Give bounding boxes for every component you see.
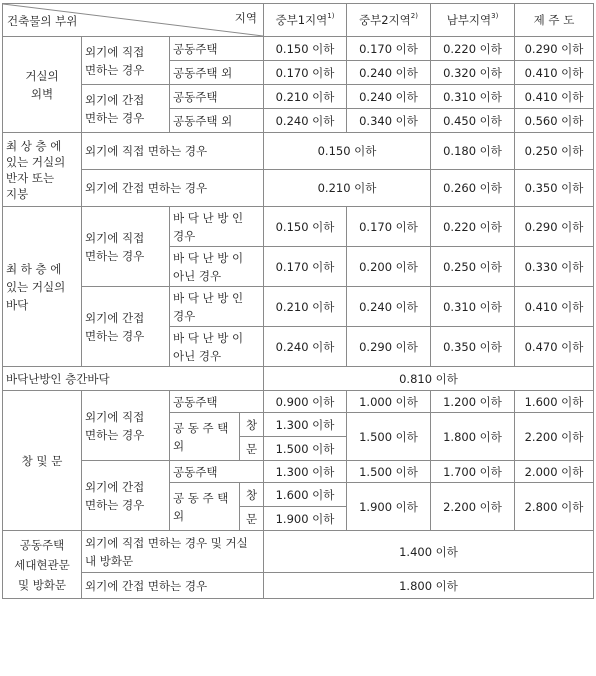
value-cell: 0.900 이하	[264, 391, 347, 413]
value-cell: 0.180 이하	[431, 133, 515, 170]
value-cell: 0.410 이하	[515, 61, 594, 85]
entrance-direct-label: 외기에 직접 면하는 경우 및 거실 내 방화문	[82, 531, 264, 573]
value-cell: 0.240 이하	[264, 327, 347, 367]
value-cell: 1.500 이하	[264, 437, 347, 461]
value-cell: 0.260 이하	[431, 170, 515, 207]
value-cell: 1.800 이하	[264, 573, 594, 599]
value-cell: 0.560 이하	[515, 109, 594, 133]
window-non-apt-label: 공 동 주 택 외	[170, 413, 240, 461]
entrance-label-line2: 세대현관문	[14, 557, 70, 572]
wall-label: 거실의 외벽	[3, 37, 82, 133]
window-non-apt-label: 공 동 주 택 외	[170, 483, 240, 531]
wall-direct-label: 외기에 직접 면하는 경우	[82, 37, 170, 85]
value-cell: 1.400 이하	[264, 531, 594, 573]
value-cell: 1.700 이하	[431, 461, 515, 483]
value-cell: 0.250 이하	[431, 247, 515, 287]
value-cell: 0.340 이하	[347, 109, 431, 133]
floor-not-heated-label: 바 닥 난 방 이 아닌 경우	[170, 327, 264, 367]
value-cell: 0.250 이하	[515, 133, 594, 170]
floor-direct-label: 외기에 직접 면하는 경우	[82, 207, 170, 287]
value-cell: 0.220 이하	[431, 207, 515, 247]
value-cell: 0.290 이하	[515, 37, 594, 61]
roof-label: 최 상 층 에 있는 거실의 반자 또는 지붕	[3, 133, 82, 207]
value-cell: 0.410 이하	[515, 287, 594, 327]
value-cell: 1.200 이하	[431, 391, 515, 413]
value-cell: 0.220 이하	[431, 37, 515, 61]
value-cell: 0.170 이하	[264, 61, 347, 85]
window-direct-label: 외기에 직접 면하는 경우	[82, 391, 170, 461]
window-char: 창	[240, 483, 264, 507]
value-cell: 0.210 이하	[264, 170, 431, 207]
header-zone1: 중부1지역$^{1)}$	[264, 4, 347, 37]
table-row	[3, 170, 594, 207]
wall-apt-label: 공동주택	[170, 85, 264, 109]
value-cell: 0.150 이하	[264, 37, 347, 61]
value-cell: 0.330 이하	[515, 247, 594, 287]
value-cell: 0.350 이하	[431, 327, 515, 367]
table-row	[3, 133, 594, 170]
entrance-label	[3, 531, 82, 599]
value-cell: 1.500 이하	[347, 461, 431, 483]
value-cell: 0.210 이하	[264, 287, 347, 327]
value-cell: 1.600 이하	[515, 391, 594, 413]
roof-indirect-label: 외기에 간접 면하는 경우	[82, 170, 264, 207]
value-cell: 0.150 이하	[264, 207, 347, 247]
table-row	[3, 207, 594, 247]
value-cell: 0.170 이하	[347, 37, 431, 61]
value-cell: 1.900 이하	[347, 483, 431, 531]
value-cell: 0.310 이하	[431, 287, 515, 327]
wall-non-apt-label: 공동주택 외	[170, 61, 264, 85]
header-jeju: 제 주 도	[515, 4, 594, 37]
value-cell: 1.900 이하	[264, 507, 347, 531]
table-row	[3, 461, 594, 483]
value-cell: 0.470 이하	[515, 327, 594, 367]
thermal-transmittance-table	[2, 3, 594, 599]
value-cell: 1.800 이하	[431, 413, 515, 461]
header-diagonal-cell	[3, 4, 264, 37]
value-cell: 0.350 이하	[515, 170, 594, 207]
window-char: 창	[240, 413, 264, 437]
table-row	[3, 531, 594, 573]
value-cell: 1.000 이하	[347, 391, 431, 413]
table-row	[3, 287, 594, 327]
table-row	[3, 367, 594, 391]
value-cell: 0.290 이하	[347, 327, 431, 367]
interfloor-label: 바닥난방인 층간바닥	[3, 367, 264, 391]
value-cell: 0.810 이하	[264, 367, 594, 391]
value-cell: 0.240 이하	[347, 287, 431, 327]
value-cell: 0.240 이하	[347, 61, 431, 85]
value-cell: 1.300 이하	[264, 413, 347, 437]
value-cell: 2.000 이하	[515, 461, 594, 483]
value-cell: 0.450 이하	[431, 109, 515, 133]
value-cell: 0.290 이하	[515, 207, 594, 247]
entrance-label-line1: 공동주택	[19, 537, 65, 552]
wall-apt-label: 공동주택	[170, 37, 264, 61]
value-cell: 0.310 이하	[431, 85, 515, 109]
door-char: 문	[240, 437, 264, 461]
value-cell: 0.170 이하	[264, 247, 347, 287]
value-cell: 0.200 이하	[347, 247, 431, 287]
table-row	[3, 37, 594, 61]
value-cell: 0.240 이하	[347, 85, 431, 109]
door-char: 문	[240, 507, 264, 531]
value-cell: 1.600 이하	[264, 483, 347, 507]
header-building-part-label: 건축물의 부위	[7, 14, 78, 28]
value-cell: 2.800 이하	[515, 483, 594, 531]
table-row	[3, 391, 594, 413]
table-row	[3, 85, 594, 109]
value-cell: 0.240 이하	[264, 109, 347, 133]
header-row	[3, 4, 594, 37]
window-apt-label: 공동주택	[170, 461, 264, 483]
thermal-transmittance-table-wrapper	[2, 3, 594, 599]
wall-indirect-label: 외기에 간접 면하는 경우	[82, 85, 170, 133]
window-label: 창 및 문	[3, 391, 82, 531]
roof-direct-label: 외기에 직접 면하는 경우	[82, 133, 264, 170]
header-zone2: 중부2지역$^{2)}$	[347, 4, 431, 37]
entrance-indirect-label: 외기에 간접 면하는 경우	[82, 573, 264, 599]
floor-heated-label: 바 닥 난 방 인 경우	[170, 287, 264, 327]
floor-indirect-label: 외기에 간접 면하는 경우	[82, 287, 170, 367]
value-cell: 0.410 이하	[515, 85, 594, 109]
floor-heated-label: 바 닥 난 방 인 경우	[170, 207, 264, 247]
value-cell: 2.200 이하	[431, 483, 515, 531]
floor-label: 최 하 층 에 있는 거실의 바닥	[3, 207, 82, 367]
window-indirect-label: 외기에 간접 면하는 경우	[82, 461, 170, 531]
value-cell: 0.150 이하	[264, 133, 431, 170]
value-cell: 0.320 이하	[431, 61, 515, 85]
value-cell: 1.500 이하	[347, 413, 431, 461]
floor-not-heated-label: 바 닥 난 방 이 아닌 경우	[170, 247, 264, 287]
entrance-label-line3: 및 방화문	[17, 577, 67, 592]
table-row	[3, 573, 594, 599]
value-cell: 0.210 이하	[264, 85, 347, 109]
header-south: 남부지역$^{3)}$	[431, 4, 515, 37]
value-cell: 1.300 이하	[264, 461, 347, 483]
header-region-label: 지역	[234, 11, 257, 25]
window-apt-label: 공동주택	[170, 391, 264, 413]
wall-non-apt-label: 공동주택 외	[170, 109, 264, 133]
value-cell: 0.170 이하	[347, 207, 431, 247]
value-cell: 2.200 이하	[515, 413, 594, 461]
